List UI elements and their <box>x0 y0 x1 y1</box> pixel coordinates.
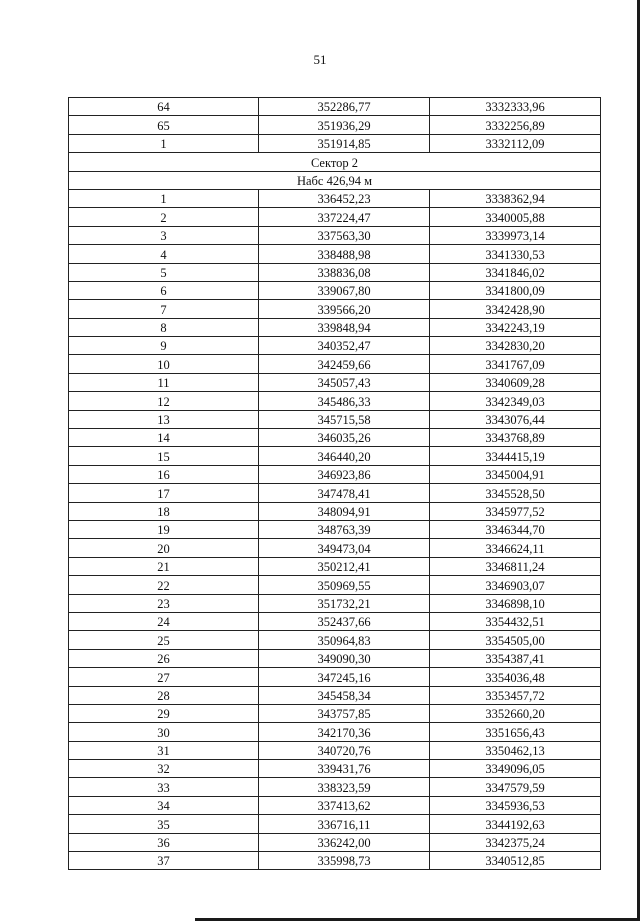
y-coordinate-cell: 3346898,10 <box>430 594 601 612</box>
point-number-cell: 35 <box>69 815 259 833</box>
table-row <box>69 429 601 447</box>
table-row <box>69 226 601 244</box>
y-coordinate-cell: 3350462,13 <box>430 741 601 759</box>
sector-height-row <box>69 171 601 189</box>
point-number-cell: 28 <box>69 686 259 704</box>
x-coordinate-cell: 351732,21 <box>259 594 430 612</box>
x-coordinate-cell: 335998,73 <box>259 852 430 870</box>
table-row <box>69 263 601 281</box>
y-coordinate-cell: 3341846,02 <box>430 263 601 281</box>
table-body-sector-2 <box>69 189 601 869</box>
x-coordinate-cell: 345057,43 <box>259 373 430 391</box>
y-coordinate-cell: 3354505,00 <box>430 631 601 649</box>
point-number-cell: 21 <box>69 557 259 575</box>
x-coordinate-cell: 342459,66 <box>259 355 430 373</box>
point-number-cell: 22 <box>69 576 259 594</box>
y-coordinate-cell: 3346344,70 <box>430 520 601 538</box>
point-number-cell: 6 <box>69 281 259 299</box>
y-coordinate-cell: 3346811,24 <box>430 557 601 575</box>
point-number-cell: 12 <box>69 392 259 410</box>
x-coordinate-cell: 348763,39 <box>259 520 430 538</box>
page-number: 51 <box>313 52 327 67</box>
table-row <box>69 796 601 814</box>
table-row <box>69 373 601 391</box>
table-row <box>69 116 601 134</box>
sector-title: Сектор 2 <box>69 153 601 171</box>
y-coordinate-cell: 3344415,19 <box>430 447 601 465</box>
y-coordinate-cell: 3349096,05 <box>430 760 601 778</box>
point-number-cell: 25 <box>69 631 259 649</box>
table-row <box>69 134 601 152</box>
y-coordinate-cell: 3332256,89 <box>430 116 601 134</box>
y-coordinate-cell: 3345528,50 <box>430 484 601 502</box>
x-coordinate-cell: 348094,91 <box>259 502 430 520</box>
table-row <box>69 686 601 704</box>
table-row <box>69 502 601 520</box>
y-coordinate-cell: 3346903,07 <box>430 576 601 594</box>
x-coordinate-cell: 349090,30 <box>259 649 430 667</box>
point-number-cell: 8 <box>69 318 259 336</box>
x-coordinate-cell: 345458,34 <box>259 686 430 704</box>
table-row <box>69 355 601 373</box>
table-row <box>69 594 601 612</box>
table-row <box>69 484 601 502</box>
y-coordinate-cell: 3347579,59 <box>430 778 601 796</box>
y-coordinate-cell: 3341767,09 <box>430 355 601 373</box>
point-number-cell: 64 <box>69 98 259 116</box>
point-number-cell: 3 <box>69 226 259 244</box>
y-coordinate-cell: 3345004,91 <box>430 465 601 483</box>
x-coordinate-cell: 349473,04 <box>259 539 430 557</box>
coordinates-table <box>68 97 601 870</box>
y-coordinate-cell: 3354387,41 <box>430 649 601 667</box>
sector-header <box>69 153 601 190</box>
y-coordinate-cell: 3342375,24 <box>430 833 601 851</box>
y-coordinate-cell: 3332112,09 <box>430 134 601 152</box>
table-row <box>69 410 601 428</box>
table-row <box>69 723 601 741</box>
x-coordinate-cell: 347245,16 <box>259 668 430 686</box>
y-coordinate-cell: 3342830,20 <box>430 337 601 355</box>
table-row <box>69 245 601 263</box>
y-coordinate-cell: 3343076,44 <box>430 410 601 428</box>
x-coordinate-cell: 336716,11 <box>259 815 430 833</box>
point-number-cell: 30 <box>69 723 259 741</box>
y-coordinate-cell: 3343768,89 <box>430 429 601 447</box>
point-number-cell: 2 <box>69 208 259 226</box>
point-number-cell: 5 <box>69 263 259 281</box>
y-coordinate-cell: 3332333,96 <box>430 98 601 116</box>
y-coordinate-cell: 3341330,53 <box>430 245 601 263</box>
y-coordinate-cell: 3340005,88 <box>430 208 601 226</box>
x-coordinate-cell: 340352,47 <box>259 337 430 355</box>
point-number-cell: 31 <box>69 741 259 759</box>
x-coordinate-cell: 346440,20 <box>259 447 430 465</box>
y-coordinate-cell: 3353457,72 <box>430 686 601 704</box>
point-number-cell: 1 <box>69 189 259 207</box>
x-coordinate-cell: 350969,55 <box>259 576 430 594</box>
x-coordinate-cell: 340720,76 <box>259 741 430 759</box>
x-coordinate-cell: 338488,98 <box>259 245 430 263</box>
x-coordinate-cell: 347478,41 <box>259 484 430 502</box>
table-row <box>69 815 601 833</box>
point-number-cell: 26 <box>69 649 259 667</box>
table-row <box>69 704 601 722</box>
point-number-cell: 27 <box>69 668 259 686</box>
point-number-cell: 36 <box>69 833 259 851</box>
x-coordinate-cell: 345715,58 <box>259 410 430 428</box>
table-row <box>69 778 601 796</box>
table-row <box>69 465 601 483</box>
table-row <box>69 539 601 557</box>
point-number-cell: 37 <box>69 852 259 870</box>
point-number-cell: 16 <box>69 465 259 483</box>
x-coordinate-cell: 336242,00 <box>259 833 430 851</box>
y-coordinate-cell: 3345977,52 <box>430 502 601 520</box>
x-coordinate-cell: 337224,47 <box>259 208 430 226</box>
table-row <box>69 98 601 116</box>
table-row <box>69 631 601 649</box>
point-number-cell: 33 <box>69 778 259 796</box>
x-coordinate-cell: 336452,23 <box>259 189 430 207</box>
y-coordinate-cell: 3341800,09 <box>430 281 601 299</box>
point-number-cell: 24 <box>69 612 259 630</box>
x-coordinate-cell: 338323,59 <box>259 778 430 796</box>
point-number-cell: 10 <box>69 355 259 373</box>
point-number-cell: 17 <box>69 484 259 502</box>
x-coordinate-cell: 338836,08 <box>259 263 430 281</box>
x-coordinate-cell: 339566,20 <box>259 300 430 318</box>
y-coordinate-cell: 3338362,94 <box>430 189 601 207</box>
table-row <box>69 649 601 667</box>
sector-title-row <box>69 153 601 171</box>
table-row <box>69 852 601 870</box>
x-coordinate-cell: 352286,77 <box>259 98 430 116</box>
point-number-cell: 32 <box>69 760 259 778</box>
point-number-cell: 9 <box>69 337 259 355</box>
point-number-cell: 20 <box>69 539 259 557</box>
x-coordinate-cell: 342170,36 <box>259 723 430 741</box>
x-coordinate-cell: 351914,85 <box>259 134 430 152</box>
table-body-previous-sector <box>69 98 601 153</box>
table-row <box>69 392 601 410</box>
table-row <box>69 520 601 538</box>
y-coordinate-cell: 3340512,85 <box>430 852 601 870</box>
x-coordinate-cell: 345486,33 <box>259 392 430 410</box>
point-number-cell: 13 <box>69 410 259 428</box>
x-coordinate-cell: 339067,80 <box>259 281 430 299</box>
sector-height-label: Набс 426,94 м <box>69 171 601 189</box>
point-number-cell: 1 <box>69 134 259 152</box>
point-number-cell: 15 <box>69 447 259 465</box>
table-row <box>69 741 601 759</box>
x-coordinate-cell: 350964,83 <box>259 631 430 649</box>
table-row <box>69 557 601 575</box>
y-coordinate-cell: 3342349,03 <box>430 392 601 410</box>
y-coordinate-cell: 3351656,43 <box>430 723 601 741</box>
table-row <box>69 576 601 594</box>
y-coordinate-cell: 3354432,51 <box>430 612 601 630</box>
y-coordinate-cell: 3344192,63 <box>430 815 601 833</box>
x-coordinate-cell: 346923,86 <box>259 465 430 483</box>
point-number-cell: 19 <box>69 520 259 538</box>
point-number-cell: 34 <box>69 796 259 814</box>
y-coordinate-cell: 3345936,53 <box>430 796 601 814</box>
table-row <box>69 281 601 299</box>
x-coordinate-cell: 350212,41 <box>259 557 430 575</box>
x-coordinate-cell: 339431,76 <box>259 760 430 778</box>
table-row <box>69 189 601 207</box>
x-coordinate-cell: 337413,62 <box>259 796 430 814</box>
x-coordinate-cell: 351936,29 <box>259 116 430 134</box>
x-coordinate-cell: 337563,30 <box>259 226 430 244</box>
point-number-cell: 11 <box>69 373 259 391</box>
y-coordinate-cell: 3352660,20 <box>430 704 601 722</box>
table-row <box>69 318 601 336</box>
point-number-cell: 14 <box>69 429 259 447</box>
x-coordinate-cell: 346035,26 <box>259 429 430 447</box>
point-number-cell: 65 <box>69 116 259 134</box>
y-coordinate-cell: 3342428,90 <box>430 300 601 318</box>
table-row <box>69 447 601 465</box>
y-coordinate-cell: 3342243,19 <box>430 318 601 336</box>
table-row <box>69 208 601 226</box>
y-coordinate-cell: 3340609,28 <box>430 373 601 391</box>
table-row <box>69 300 601 318</box>
table-row <box>69 668 601 686</box>
y-coordinate-cell: 3346624,11 <box>430 539 601 557</box>
y-coordinate-cell: 3339973,14 <box>430 226 601 244</box>
point-number-cell: 7 <box>69 300 259 318</box>
point-number-cell: 29 <box>69 704 259 722</box>
point-number-cell: 23 <box>69 594 259 612</box>
x-coordinate-cell: 343757,85 <box>259 704 430 722</box>
point-number-cell: 18 <box>69 502 259 520</box>
table-row <box>69 337 601 355</box>
table-row <box>69 760 601 778</box>
point-number-cell: 4 <box>69 245 259 263</box>
table-row <box>69 612 601 630</box>
x-coordinate-cell: 339848,94 <box>259 318 430 336</box>
y-coordinate-cell: 3354036,48 <box>430 668 601 686</box>
x-coordinate-cell: 352437,66 <box>259 612 430 630</box>
table-row <box>69 833 601 851</box>
